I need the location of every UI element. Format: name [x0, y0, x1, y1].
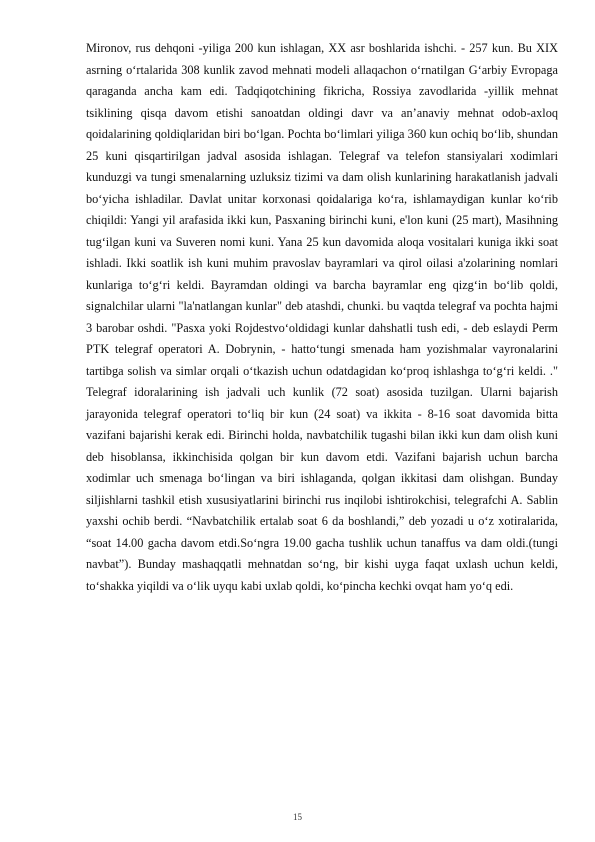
body-paragraph: Mironov, rus dehqoni -yiliga 200 kun ishlagan, XX asr boshlarida ishchi. - 257 kun. Bu XIX asrning o‘rtalarida 308 kunlik zavod mehnati modeli allaqachon o‘rnatilgan G‘arbiy Evropaga qaraganda ancha kam edi. Tadqiqotchining fikricha, Rossiya zavodlarida -yillik mehnat tsiklining qisqa davom etishi sanoatdan oldingi davr va an’anaviy mehnat odob-axloq qoidalarining qoldiqlaridan biri bo‘lgan. Pochta bo‘limlari yiliga 360 kun ochiq bo‘lib, shundan 25 kuni qisqartirilgan jadval asosida ishlagan. Telegraf va telefon stansiyalari xodimlari kunduzgi va tungi smenalarning uzluksiz tizimi va dam olish kunlarining harakatlanish jadvali bo‘yicha ishladilar. Davlat unitar korxonasi qoidalariga ko‘ra, ishlamaydigan kunlar ko‘rib chiqildi: Yangi yil arafasida ikki kun, Pasxaning birinchi kuni, e'lon kuni (25 mart), Masihning tug‘ilgan kuni va Suveren nomi kuni. Yana 25 kun davomida aloqa vositalari kuniga ikki soat ishladi. Ikki soatlik ish kuni muhim pravoslav bayramlari va qirol oilasi a'zolarining nomlari kunlariga to‘g‘ri keldi. Bayramdan oldingi va barcha bayramlar eng qizg‘in bo‘lib qoldi, signalchilar ularni "la'natlangan kunlar" deb atashdi, chunki. bu vaqtda telegraf va pochta hajmi 3 barobar oshdi. "Pasxa yoki Rojdestvo‘oldidagi kunlar dahshatli tush edi, - deb eslaydi Perm PTK telegraf operatori A. Dobrynin, - hatto‘tungi smenada ham yozishmalar vayronalarini tartibga solish va simlar orqali o‘tkazish uchun odatdagidan ko‘proq ishlashga to‘g‘ri keldi. ." Telegraf idoralarining ish jadvali uch kunlik (72 soat) asosida tuzilgan. Ularni bajarish jarayonida telegraf operatori to‘liq bir kun (24 soat) va ikkita - 8-16 soat davomida bitta vazifani bajarishi kerak edi. Birinchi holda, navbatchilik tugashi bilan ikki kun dam olish kuni deb hisoblansa, ikkinchisida qolgan bir kun davom etdi. Vazifani bajarish uchun barcha xodimlar uch smenaga bo‘lingan va biri ishlaganda, qolgan ikkitasi dam olishgan. Bunday siljishlarni tashkil etish xususiyatlarini birinchi rus inqilobi ishtirokchisi, telegrafchi A. Sablin yaxshi ochib berdi. “Navbatchilik ertalab soat 6 da boshlandi,” deb yozadi u o‘z xotiralarida, “soat 14.00 gacha davom etdi.So‘ngra 19.00 gacha tushlik uchun tanaffus va dam oldi.(tungi navbat”). Bunday mashaqqatli mehnatdan so‘ng, bir kishi uyga faqat uxlash uchun keldi, to‘shakka yiqildi va o‘lik uyqu kabi uxlab qoldi, ko‘pincha kechki ovqat ham yo‘q edi.	[86, 41, 558, 593]
page-number: 15	[293, 812, 302, 822]
